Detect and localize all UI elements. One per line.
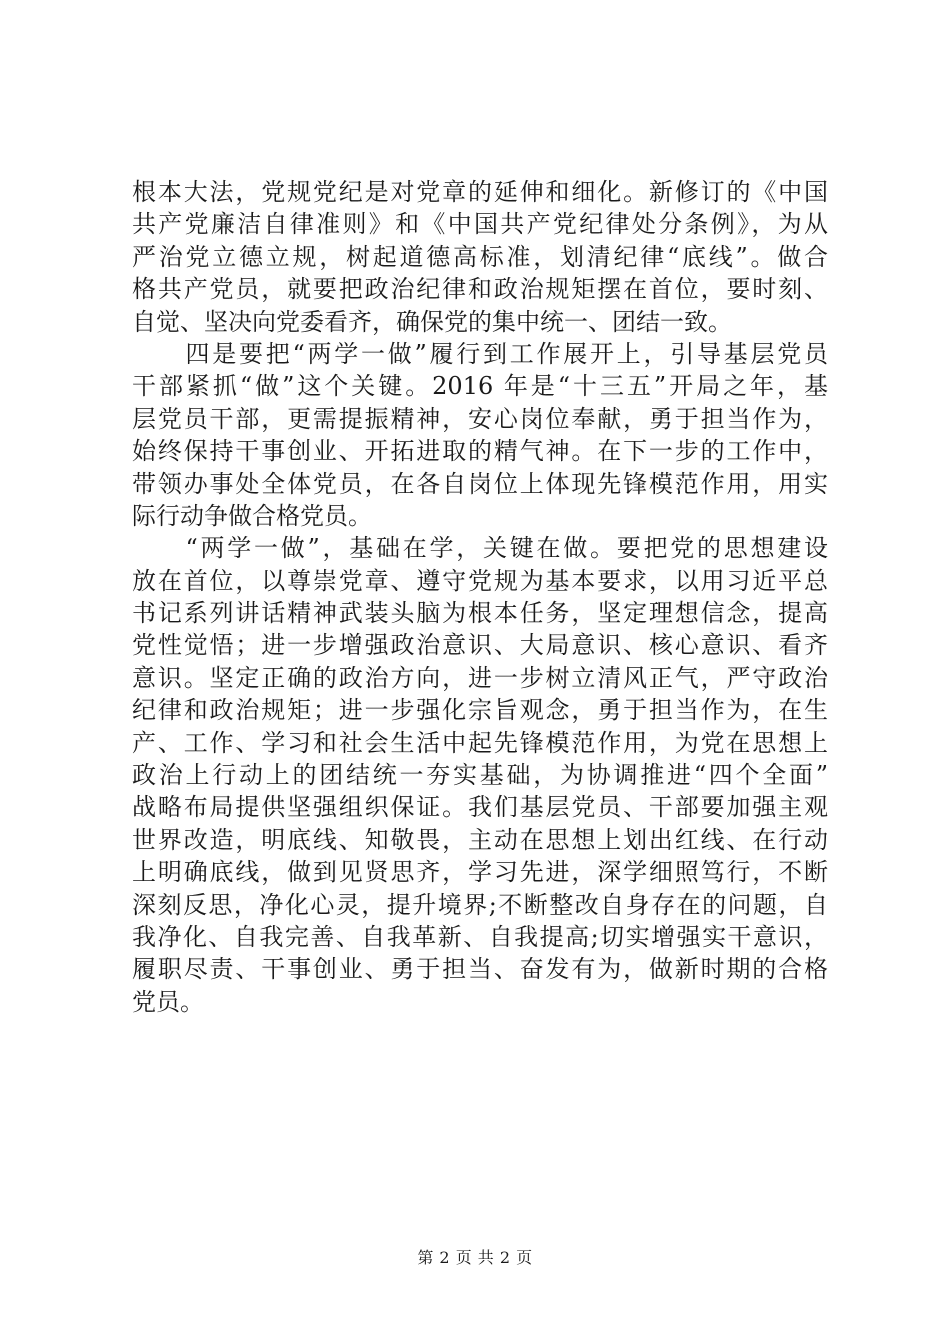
text-line: 我净化、自我完善、自我革新、自我提高;切实增强实干意识，: [132, 922, 828, 951]
text-line: 干部紧抓“做”这个关键。2016 年是“十三五”开局之年，基: [132, 372, 828, 401]
text-line: 共产党廉洁自律准则》和《中国共产党纪律处分条例》，为从: [132, 210, 828, 239]
text-line: 深刻反思，净化心灵，提升境界;不断整改自身存在的问题，自: [132, 890, 828, 919]
text-line: 世界改造，明底线、知敬畏，主动在思想上划出红线、在行动: [132, 825, 828, 854]
paragraph-1: [132, 176, 828, 338]
document-body: [132, 176, 828, 1018]
text-line: 书记系列讲话精神武装头脑为根本任务，坚定理想信念，提高: [132, 599, 828, 628]
text-line: 党员。: [132, 987, 204, 1016]
text-line: 层党员干部，更需提振精神，安心岗位奉献，勇于担当作为，: [132, 404, 828, 433]
text-line: 自觉、坚决向党委看齐，确保党的集中统一、团结一致。: [132, 307, 732, 336]
text-line: 际行动争做合格党员。: [132, 501, 372, 530]
text-line: 根本大法，党规党纪是对党章的延伸和细化。新修订的《中国: [132, 178, 828, 206]
text-line: 党性觉悟；进一步增强政治意识、大局意识、核心意识、看齐: [132, 631, 828, 660]
text-line: 政治上行动上的团结统一夯实基础，为协调推进“四个全面”: [132, 761, 828, 790]
page-number-footer: 第 2 页 共 2 页: [417, 1248, 533, 1267]
text-line: 上明确底线，做到见贤思齐，学习先进，深学细照笃行，不断: [132, 858, 828, 887]
text-line: 带领办事处全体党员，在各自岗位上体现先锋模范作用，用实: [132, 469, 828, 498]
text-line: 格共产党员，就要把政治纪律和政治规矩摆在首位，要时刻、: [132, 275, 828, 304]
paragraph-2: [132, 338, 828, 532]
text-line: 四是要把“两学一做”履行到工作展开上，引导基层党员: [132, 339, 828, 368]
text-line: 意识。坚定正确的政治方向，进一步树立清风正气，严守政治: [132, 663, 828, 692]
text-line: 纪律和政治规矩；进一步强化宗旨观念，勇于担当作为，在生: [132, 696, 828, 725]
text-line: 始终保持干事创业、开拓进取的精气神。在下一步的工作中，: [132, 437, 828, 466]
text-line: 放在首位，以尊崇党章、遵守党规为基本要求，以用习近平总: [132, 566, 828, 595]
text-line: “两学一做”，基础在学，关键在做。要把党的思想建设: [132, 534, 828, 563]
paragraph-3: [132, 532, 828, 1018]
text-line: 战略布局提供坚强组织保证。我们基层党员、干部要加强主观: [132, 793, 828, 822]
text-line: 产、工作、学习和社会生活中起先锋模范作用，为党在思想上: [132, 728, 828, 757]
text-line: 严治党立德立规，树起道德高标准，划清纪律“底线”。做合: [132, 242, 828, 271]
text-line: 履职尽责、干事创业、勇于担当、奋发有为，做新时期的合格: [132, 955, 828, 984]
